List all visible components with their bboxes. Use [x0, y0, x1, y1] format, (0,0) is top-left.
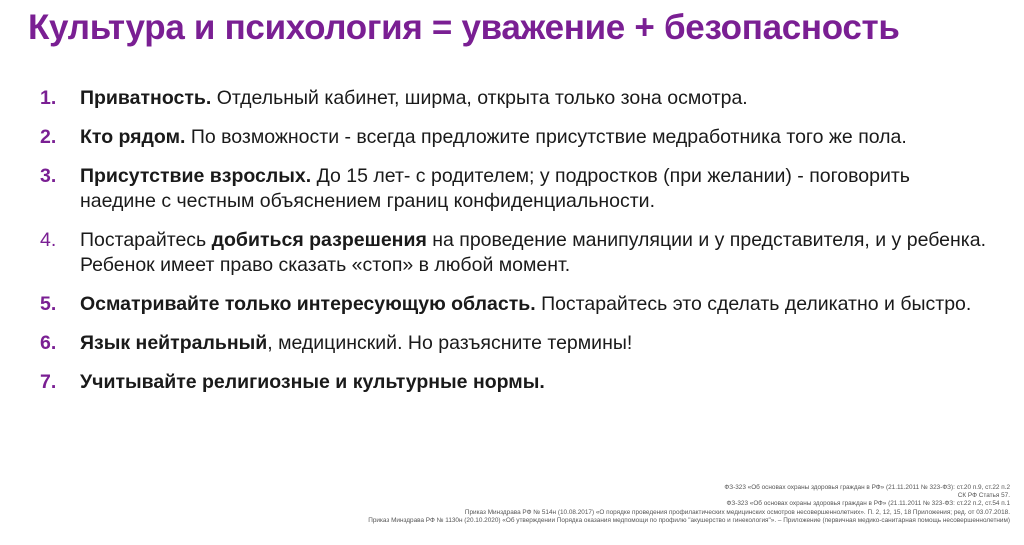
- item-number: 5.: [40, 293, 57, 315]
- item-rest: По возможности - всегда предложите присутствие медработника того же пола.: [185, 126, 907, 148]
- item-rest: , медицинский. Но разъясните термины!: [267, 332, 633, 354]
- list-item: [40, 164, 990, 214]
- item-rest: Постарайтесь это сделать деликатно и быстро.: [535, 293, 972, 315]
- references: [368, 484, 1010, 525]
- item-bold: Кто рядом.: [80, 126, 186, 148]
- item-number: 4.: [40, 229, 57, 251]
- item-bold: Учитывайте религиозные и культурные нормы.: [80, 371, 545, 393]
- item-rest: Отдельный кабинет, ширма, открыта только зона осмотра.: [211, 87, 748, 109]
- item-text: [80, 164, 990, 214]
- list-item: [40, 331, 990, 356]
- reference-line: Приказ Минздрава РФ № 514н (10.08.2017) «О порядке проведения профилактических медицинских осмотров несовершеннолетних». П. 2, 12, 15, 18 Приложения; ред. от 03.07.2018.: [464, 508, 1010, 516]
- item-text: [80, 228, 990, 278]
- item-number: 1.: [40, 87, 57, 109]
- item-text: [80, 125, 990, 150]
- slide-title: Культура и психология = уважение + безопасность: [28, 8, 900, 47]
- item-bold: Приватность.: [80, 87, 212, 109]
- item-bold: Осматривайте только интересующую область.: [80, 293, 536, 315]
- item-text: [80, 331, 990, 356]
- item-text: [80, 86, 990, 111]
- reference-line: ФЗ-323 «Об основах охраны здоровья граждан в РФ» (21.11.2011 № 323-ФЗ: ст.22 п.2, ст.54 п.1: [726, 500, 1010, 508]
- guidelines-list: [40, 86, 990, 409]
- item-number: 7.: [40, 371, 57, 393]
- item-bold: добиться разрешения: [211, 229, 427, 251]
- list-item: [40, 228, 990, 278]
- item-number: 6.: [40, 332, 57, 354]
- list-item: [40, 125, 990, 150]
- item-text: [80, 370, 990, 395]
- item-number: 2.: [40, 126, 57, 148]
- item-number: 3.: [40, 165, 57, 187]
- list-item: [40, 86, 990, 111]
- list-item: [40, 370, 990, 395]
- item-rest: До 15 лет- с родителем; у подростков (при желании) - поговорить наедине с честным объяснением границ конфиденциальности.: [80, 165, 910, 212]
- item-rest: на проведение манипуляции и у представителя, и у ребенка. Ребенок имеет право сказать «стоп» в любой момент.: [80, 229, 986, 276]
- reference-line: Приказ Минздрава РФ № 1130н (20.10.2020) «Об утверждении Порядка оказания медпомощи по профилю "акушерство и гинекология"». – Приложение (первичная медико-санитарная помощь несовершеннолетним): [368, 516, 1010, 524]
- item-text: [80, 292, 990, 317]
- list-item: [40, 292, 990, 317]
- reference-line: ФЗ-323 «Об основах охраны здоровья граждан в РФ» (21.11.2011 № 323-ФЗ): ст.20 п.9, ст.22 п.2: [724, 484, 1010, 491]
- item-bold: Присутствие взрослых.: [80, 165, 312, 187]
- reference-line: СК РФ Статья 57.: [957, 492, 1010, 500]
- item-bold: Язык нейтральный: [80, 332, 268, 354]
- item-pre: Постарайтесь: [80, 229, 212, 251]
